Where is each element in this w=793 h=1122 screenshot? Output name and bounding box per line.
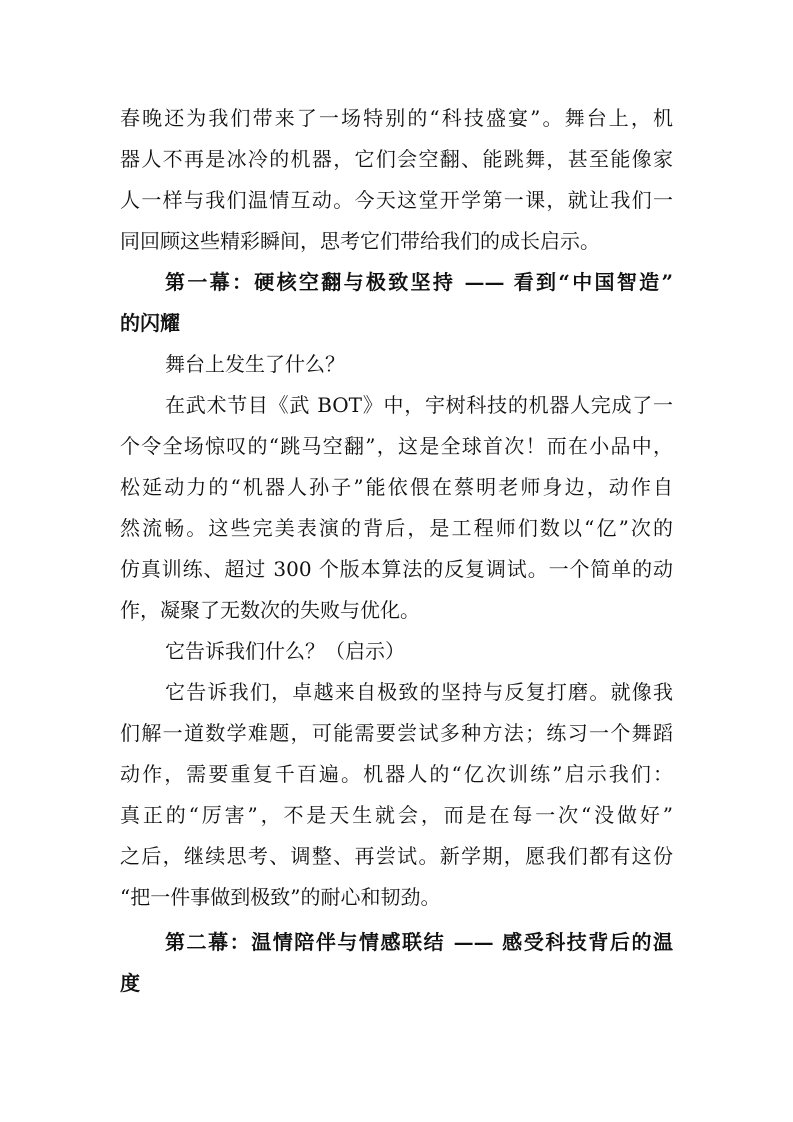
paragraph-line: 真正的“厉害”，不是天生就会，而是在每一次“没做好” (120, 803, 673, 827)
paragraph-line: 松延动力的“机器人孙子”能依偎在蔡明老师身边，动作自 (120, 475, 673, 499)
section-heading-1-continued: 的闪耀 (120, 311, 180, 335)
paragraph-line: 之后，继续思考、调整、再尝试。新学期，愿我们都有这份 (120, 844, 673, 868)
section-heading-1: 第一幕：硬核空翻与极致坚持 —— 看到“中国智造” (165, 270, 673, 294)
paragraph-line: 人一样与我们温情互动。今天这堂开学第一课，就让我们一 (120, 188, 673, 212)
paragraph-line: 它告诉我们，卓越来自极致的坚持与反复打磨。就像我 (165, 680, 673, 704)
paragraph-line: 仿真训练、超过 300 个版本算法的反复调试。一个简单的动 (120, 557, 673, 581)
paragraph-line: 器人不再是冰冷的机器，它们会空翻、能跳舞，甚至能像家 (120, 147, 673, 171)
subheading-insight: 它告诉我们什么？（启示） (165, 639, 405, 663)
paragraph-line: 在武术节目《武 BOT》中，宇树科技的机器人完成了一 (165, 393, 673, 417)
subheading-what-happened: 舞台上发生了什么？ (165, 352, 345, 376)
paragraph-line: 动作，需要重复千百遍。机器人的“亿次训练”启示我们： (120, 762, 673, 786)
paragraph-line: 作，凝聚了无数次的失败与优化。 (120, 598, 420, 622)
paragraph-line: 同回顾这些精彩瞬间，思考它们带给我们的成长启示。 (120, 229, 600, 253)
paragraph-line: 然流畅。这些完美表演的背后，是工程师们数以“亿”次的 (120, 516, 673, 540)
paragraph-line: 个令全场惊叹的“跳马空翻”，这是全球首次！而在小品中， (120, 434, 673, 458)
paragraph-line: 们解一道数学难题，可能需要尝试多种方法；练习一个舞蹈 (120, 721, 673, 745)
paragraph-line: 春晚还为我们带来了一场特别的“科技盛宴”。舞台上，机 (120, 106, 673, 130)
section-heading-2: 第二幕：温情陪伴与情感联结 —— 感受科技背后的温 (165, 930, 673, 954)
paragraph-line: “把一件事做到极致”的耐心和韧劲。 (120, 885, 441, 909)
section-heading-2-continued: 度 (120, 971, 140, 995)
